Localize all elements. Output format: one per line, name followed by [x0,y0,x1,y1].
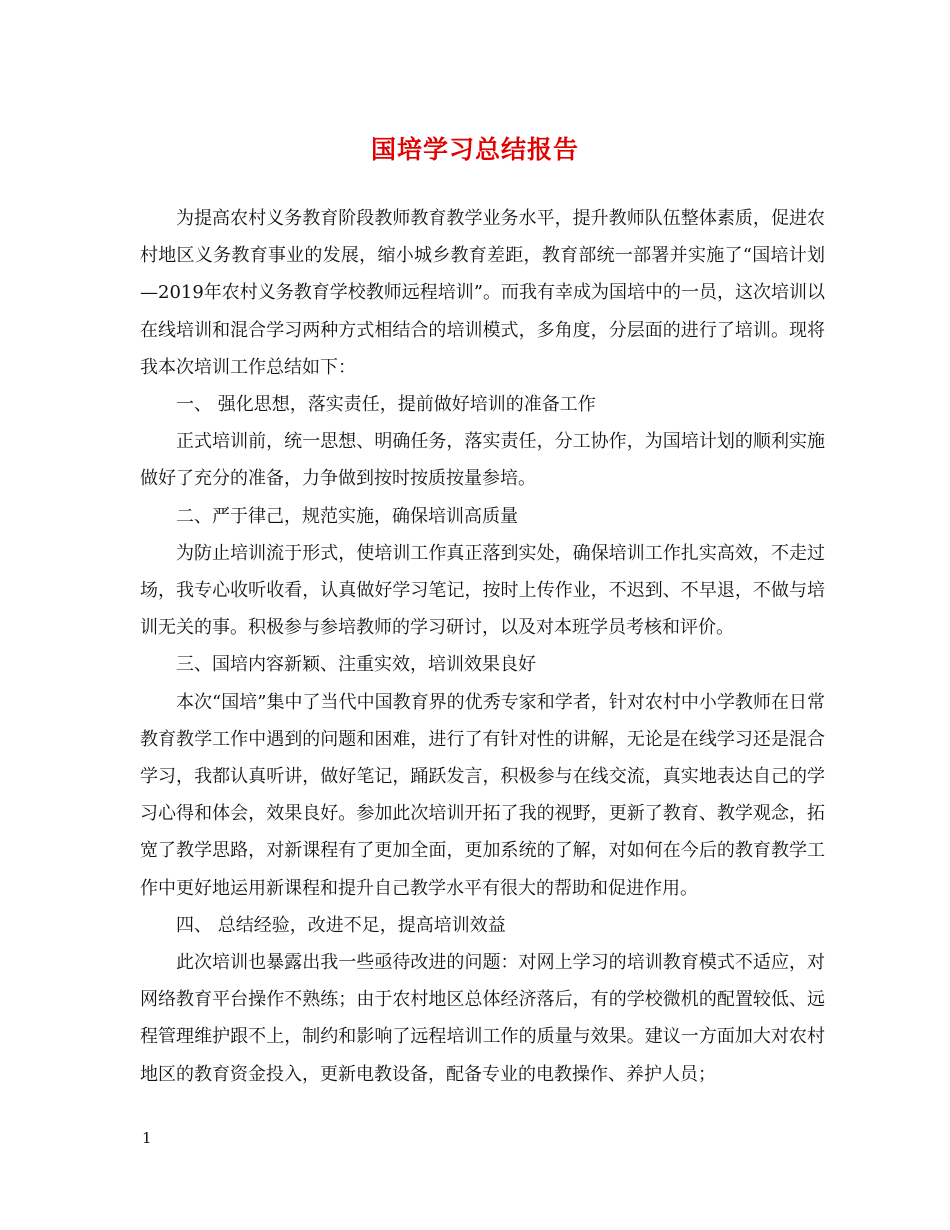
paragraph-section-4: 此次培训也暴露出我一些亟待改进的问题：对网上学习的培训教育模式不适应，对网络教育平台操作不熟练；由于农村地区总体经济落后，有的学校微机的配置较低、远程管理维护跟不上，制约和影响了远程培训工作的质量与效果。建议一方面加大对农村地区的教育资金投入，更新电教设备，配备专业的电教操作、养护人员； [140,952,825,1085]
paragraph-section-1: 正式培训前，统一思想、明确任务，落实责任，分工协作，为国培计划的顺利实施做好了充分的准备，力争做到按时按质按量参培。 [140,431,825,490]
section-heading-1: 一、 强化思想，落实责任，提前做好培训的准备工作 [176,394,596,416]
document-title: 国培学习总结报告 [370,135,579,164]
paragraph-section-3: 本次“国培”集中了当代中国教育界的优秀专家和学者，针对农村中小学教师在日常教育教学工作中遇到的问题和困难，进行了有针对性的讲解，无论是在线学习还是混合学习，我都认真听讲，做好笔记，踊跃发言，积极参与在线交流，真实地表达自己的学习心得和体会，效果良好。参加此次培训开拓了我的视野，更新了教育、教学观念，拓宽了教学思路，对新课程有了更加全面，更加系统的了解，对如何在今后的教育教学工作中更好地运用新课程和提升自己教学水平有很大的帮助和促进作用。 [140,691,825,899]
document-body [140,200,825,1093]
paragraph-intro: 为提高农村义务教育阶段教师教育教学业务水平，提升教师队伍整体素质，促进农村地区义务教育事业的发展，缩小城乡教育差距，教育部统一部署并实施了“国培计划—2019年农村义务教育学校教师远程培训”。而我有幸成为国培中的一员，这次培训以在线培训和混合学习两种方式相结合的培训模式，多角度，分层面的进行了培训。现将我本次培训工作总结如下： [140,208,826,378]
paragraph-section-2: 为防止培训流于形式，使培训工作真正落到实处，确保培训工作扎实高效，不走过场，我专心收听收看，认真做好学习笔记，按时上传作业，不迟到、不早退，不做与培训无关的事。积极参与参培教师的学习研讨，以及对本班学员考核和评价。 [140,542,825,639]
section-heading-3: 三、国培内容新颖、注重实效，培训效果良好 [176,654,536,676]
section-heading-4: 四、 总结经验，改进不足，提高培训效益 [176,914,506,936]
page-number: 1 [142,1129,152,1147]
section-heading-2: 二、严于律己，规范实施，确保培训高质量 [176,505,518,527]
